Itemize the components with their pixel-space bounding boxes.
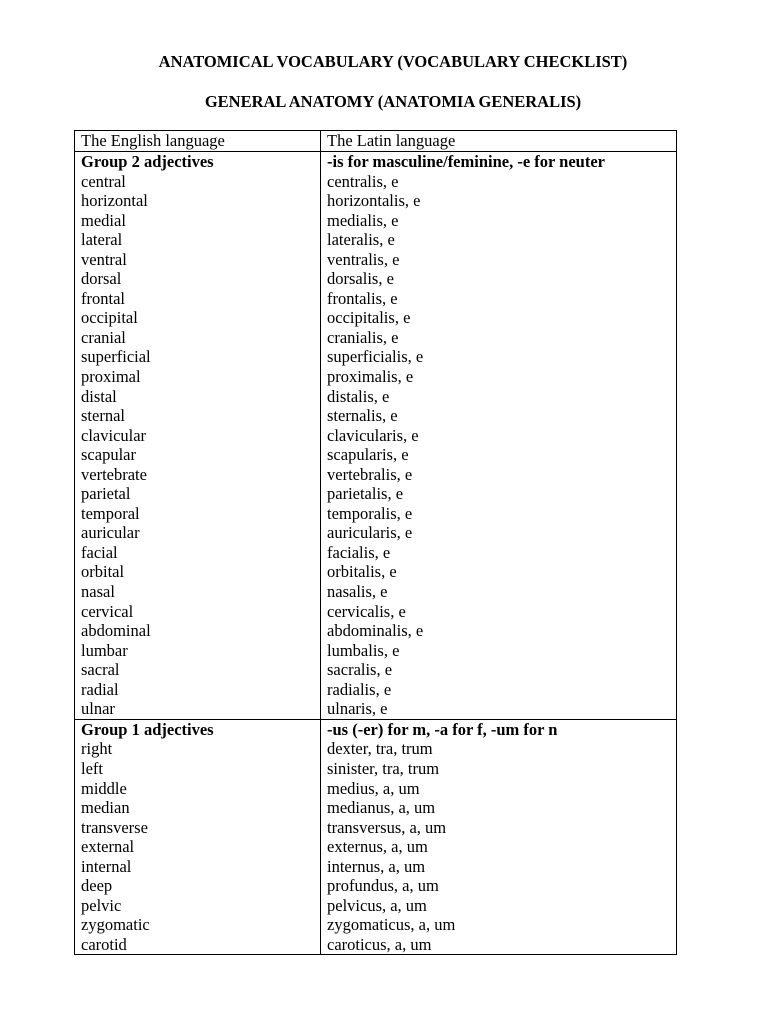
vocab-row (75, 818, 676, 838)
vocab-row (75, 230, 676, 250)
vocab-row (75, 562, 676, 582)
vocab-row (75, 504, 676, 524)
english-term: middle (75, 779, 321, 799)
english-term: proximal (75, 367, 321, 387)
english-term: zygomatic (75, 915, 321, 935)
adjective-group-section (75, 152, 676, 719)
latin-term: lumbalis, e (327, 640, 400, 660)
vocab-row (75, 250, 676, 270)
english-term: medial (75, 211, 321, 231)
english-term: distal (75, 387, 321, 407)
english-term: abdominal (75, 621, 321, 641)
vocab-row (75, 680, 676, 700)
latin-term: proximalis, e (327, 367, 414, 387)
latin-term: -is for masculine/feminine, -e for neuter (327, 152, 606, 171)
vocab-row (75, 857, 676, 877)
latin-term: superficialis, e (327, 347, 424, 367)
english-term: Group 2 adjectives (75, 152, 321, 172)
vocab-row (75, 445, 676, 465)
english-term: vertebrate (75, 465, 321, 485)
english-term: radial (75, 680, 321, 700)
english-term: sacral (75, 660, 321, 680)
vocab-row (75, 915, 676, 935)
group-heading-row (75, 720, 676, 740)
table-header-row (75, 131, 676, 152)
latin-term: orbitalis, e (327, 562, 397, 582)
english-term: clavicular (75, 426, 321, 446)
latin-term: externus, a, um (327, 837, 428, 857)
english-term: dorsal (75, 269, 321, 289)
vocab-row (75, 308, 676, 328)
vocab-row (75, 837, 676, 857)
latin-term: sternalis, e (327, 406, 398, 426)
latin-term: cervicalis, e (327, 601, 406, 621)
vocab-row (75, 269, 676, 289)
english-term: parietal (75, 484, 321, 504)
vocab-row (75, 798, 676, 818)
latin-term: parietalis, e (327, 484, 404, 504)
vocab-row (75, 582, 676, 602)
english-term: scapular (75, 445, 321, 465)
latin-term: abdominalis, e (327, 621, 424, 641)
latin-term: clavicularis, e (327, 425, 419, 445)
latin-term: caroticus, a, um (327, 934, 432, 954)
vocab-row (75, 779, 676, 799)
english-term: occipital (75, 308, 321, 328)
vocab-row (75, 660, 676, 680)
vocab-row (75, 876, 676, 896)
latin-term: centralis, e (327, 171, 399, 191)
vocab-row (75, 406, 676, 426)
latin-term: temporalis, e (327, 503, 413, 523)
vocab-row (75, 641, 676, 661)
group-heading-row (75, 152, 676, 172)
vocab-row (75, 543, 676, 563)
english-term: sternal (75, 406, 321, 426)
english-term: nasal (75, 582, 321, 602)
english-term: lumbar (75, 641, 321, 661)
latin-term: zygomaticus, a, um (327, 915, 456, 935)
latin-term: occipitalis, e (327, 308, 411, 328)
vocabulary-table (74, 130, 677, 955)
english-term: temporal (75, 504, 321, 524)
english-term: facial (75, 543, 321, 563)
latin-term: internus, a, um (327, 856, 426, 876)
vocab-row (75, 621, 676, 641)
latin-term: vertebralis, e (327, 464, 413, 484)
latin-term: sacralis, e (327, 660, 393, 680)
latin-term: medialis, e (327, 210, 399, 230)
english-term: left (75, 759, 321, 779)
vocab-row (75, 172, 676, 192)
latin-term: frontalis, e (327, 288, 398, 308)
document-subtitle: GENERAL ANATOMY (ANATOMIA GENERALIS) (204, 92, 582, 111)
document-title: ANATOMICAL VOCABULARY (VOCABULARY CHECKLIST) (158, 52, 628, 71)
latin-term: facialis, e (327, 542, 391, 562)
english-term: Group 1 adjectives (75, 720, 321, 740)
latin-term: pelvicus, a, um (327, 895, 427, 915)
latin-term: transversus, a, um (327, 817, 447, 837)
english-term: ulnar (75, 699, 321, 719)
latin-term: distalis, e (327, 386, 390, 406)
vocab-row (75, 896, 676, 916)
latin-term: auricularis, e (327, 523, 413, 543)
vocab-row (75, 367, 676, 387)
english-term: cervical (75, 602, 321, 622)
english-term: auricular (75, 523, 321, 543)
english-term: lateral (75, 230, 321, 250)
vocab-row (75, 191, 676, 211)
vocab-row (75, 759, 676, 779)
english-term: central (75, 172, 321, 192)
latin-term: scapularis, e (327, 445, 409, 465)
english-term: ventral (75, 250, 321, 270)
vocab-row (75, 523, 676, 543)
vocab-row (75, 739, 676, 759)
latin-term: -us (-er) for m, -a for f, -um for n (327, 719, 558, 739)
vocab-row (75, 699, 676, 719)
english-term: transverse (75, 818, 321, 838)
english-term: superficial (75, 347, 321, 367)
english-term: median (75, 798, 321, 818)
vocab-row (75, 426, 676, 446)
vocab-row (75, 211, 676, 231)
english-term: horizontal (75, 191, 321, 211)
latin-term: dorsalis, e (327, 269, 394, 289)
english-term: orbital (75, 562, 321, 582)
english-term: internal (75, 857, 321, 877)
table-body (75, 152, 676, 954)
latin-term: sinister, tra, trum (327, 758, 440, 778)
vocab-row (75, 602, 676, 622)
latin-term: radialis, e (327, 679, 392, 699)
vocab-row (75, 465, 676, 485)
english-term: right (75, 739, 321, 759)
english-term: pelvic (75, 896, 321, 916)
adjective-group-section (75, 719, 676, 955)
english-term: cranial (75, 328, 321, 348)
header-latin: The Latin language (327, 131, 456, 150)
latin-term: cranialis, e (327, 327, 399, 347)
latin-term: ventralis, e (327, 249, 400, 269)
vocab-row (75, 484, 676, 504)
english-term: deep (75, 876, 321, 896)
latin-term: lateralis, e (327, 230, 395, 250)
header-english: The English language (75, 131, 321, 151)
english-term: carotid (75, 935, 321, 955)
latin-term: medianus, a, um (327, 798, 436, 818)
latin-term: profundus, a, um (327, 876, 439, 896)
latin-term: nasalis, e (327, 582, 388, 602)
english-term: frontal (75, 289, 321, 309)
latin-term: dexter, tra, trum (327, 739, 433, 759)
vocab-row (75, 289, 676, 309)
vocab-row (75, 328, 676, 348)
vocab-row (75, 347, 676, 367)
latin-term: horizontalis, e (327, 191, 421, 211)
latin-term: ulnaris, e (327, 699, 388, 719)
latin-term: medius, a, um (327, 778, 420, 798)
vocab-row (75, 935, 676, 955)
vocab-row (75, 387, 676, 407)
english-term: external (75, 837, 321, 857)
